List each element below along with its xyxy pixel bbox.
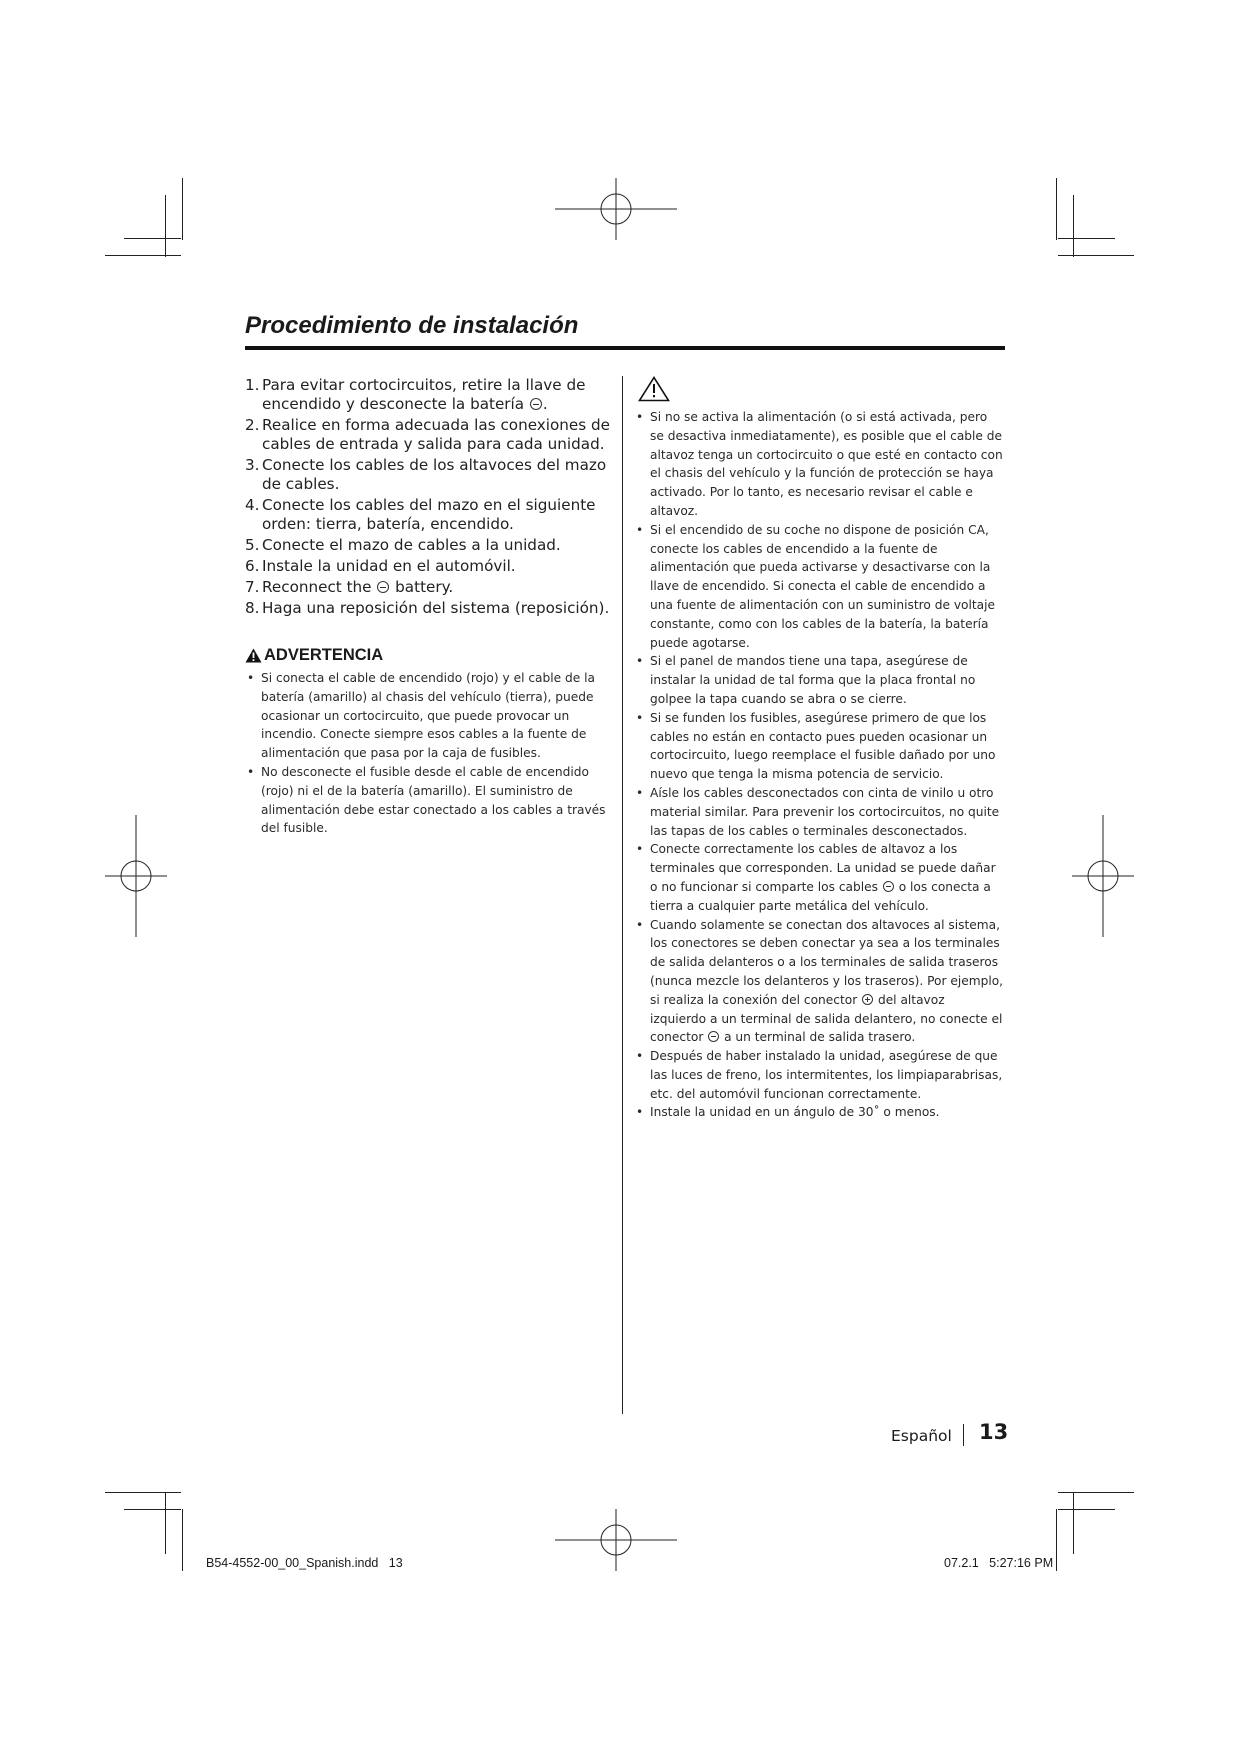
page-title: Procedimiento de instalación xyxy=(245,312,579,339)
steps-list xyxy=(245,376,615,618)
step-item xyxy=(245,456,615,494)
step-text: Instale la unidad en el automóvil. xyxy=(262,557,516,575)
registration-mark-right xyxy=(1072,815,1134,937)
footer-separator xyxy=(963,1424,964,1446)
warning-item: • Si conecta el cable de encendido (rojo) y el cable de la batería (amarillo) al chasis del vehículo (tierra), puede ocasionar un cortocircuito, que puede provocar un incendio. Conecte siempre esos cables a la fuente de alimentación que pasa por la caja de fusibles. xyxy=(245,669,615,763)
warning-item-text: Si conecta el cable de encendido (rojo) y el cable de la batería (amarillo) al chasis del vehículo (tierra), puede ocasionar un cortocircuito, que puede provocar un incendio. Conecte siempre esos cables a la fuente de alimentación que pasa por la caja de fusibles. xyxy=(261,671,595,761)
registration-mark-left xyxy=(105,815,167,937)
plus-terminal-icon xyxy=(862,994,873,1005)
caution-item: • Si no se activa la alimentación (o si está activada, pero se desactiva inmediatamente), es posible que el cable de altavoz tenga un cortocircuito o que esté en contacto con el chasis del vehículo y la función de protección se haya activado. Por lo tanto, es necesario revisar el cable e altavoz. xyxy=(634,408,1004,521)
footer-language: Español xyxy=(891,1427,952,1445)
step-text: Realice en forma adecuada las conexiones de cables de entrada y salida para cada unidad. xyxy=(262,416,610,453)
step-number: 3. xyxy=(245,456,260,474)
caution-item-text: Si el encendido de su coche no dispone de posición CA, conecte los cables de encendido a la fuente de alimentación que pueda activarse y desactivarse con la llave de encendido. Si conecta el cable de encendido a una fuente de alimentación con un suministro de voltaje constante, como con los cables de la batería, la batería puede agotarse. xyxy=(650,522,996,650)
step-number: 8. xyxy=(245,599,260,617)
caution-item-text: del altavoz izquierdo a un terminal de salida delantero, no conecte el conector xyxy=(650,992,1003,1045)
warning-heading xyxy=(245,646,615,665)
title-rule xyxy=(245,346,1005,350)
right-column xyxy=(634,376,1004,1122)
step-text: Haga una reposición del sistema (reposición). xyxy=(262,599,610,617)
caution-item: • Si el encendido de su coche no dispone de posición CA, conecte los cables de encendido a la fuente de alimentación que pueda activarse y desactivarse con la llave de encendido. Si conecta el cable de encendido a una fuente de alimentación con un suministro de voltaje constante, como con los cables de la batería, la batería puede agotarse. xyxy=(634,521,1004,653)
step-item xyxy=(245,376,615,414)
warning-item: • No desconecte el fusible desde el cable de encendido (rojo) ni el de la batería (amarillo). El suministro de alimentación debe estar conectado a los cables a través del fusible. xyxy=(245,763,615,838)
warning-triangle-icon xyxy=(245,648,262,663)
caution-item: • Aísle los cables desconectados con cinta de vinilo u otro material similar. Para prevenir los cortocircuitos, no quite las tapas de los cables o terminales desconectados. xyxy=(634,784,1004,840)
step-text: battery. xyxy=(390,578,454,596)
step-number: 2. xyxy=(245,416,260,434)
caution-item: • Si el panel de mandos tiene una tapa, asegúrese de instalar la unidad de tal forma que la placa frontal no golpee la tapa cuando se abra o se cierre. xyxy=(634,652,1004,708)
step-item xyxy=(245,578,615,597)
step-number: 4. xyxy=(245,496,260,514)
step-text: Conecte el mazo de cables a la unidad. xyxy=(262,536,561,554)
caution-item: • Cuando solamente se conectan dos altavoces al sistema, los conectores se deben conectar ya sea a los terminales de salida delanteros o a los terminales de salida traseros (nunca mezcle los delanteros y los traseros). Por ejemplo, si realiza la conexión del conector del altavoz izquierdo a un terminal de salida delantero, no conecte el conector a un terminal de salida trasero. xyxy=(636,917,1004,1045)
minus-terminal-icon xyxy=(530,398,542,410)
caution-list xyxy=(634,408,1004,1122)
step-number: 7. xyxy=(245,578,260,596)
step-text: . xyxy=(542,395,548,413)
step-item xyxy=(245,536,615,555)
caution-item-text: Si el panel de mandos tiene una tapa, asegúrese de instalar la unidad de tal forma que la placa frontal no golpee la tapa cuando se abra o se cierre. xyxy=(650,654,976,706)
caution-item-text: Aísle los cables desconectados con cinta de vinilo u otro material similar. Para prevenir los cortocircuitos, no quite las tapas de los cables o terminales desconectados. xyxy=(650,785,1000,838)
slug-timestamp: 07.2.1 5:27:16 PM xyxy=(944,1556,1054,1570)
caution-triangle-icon xyxy=(638,376,670,402)
caution-item-text: Si se funden los fusibles, asegúrese primero de que los cables no están en contacto pues pueden ocasionar un cortocircuito, luego reemplace el fusible dañado por uno nuevo que tenga la misma potencia de servicio. xyxy=(650,710,996,782)
caution-item-text: Después de haber instalado la unidad, asegúrese de que las luces de freno, los intermitentes, los limpiaparabrisas, etc. del automóvil funcionan correctamente. xyxy=(650,1049,1003,1101)
minus-terminal-icon xyxy=(883,881,894,892)
warning-list xyxy=(245,669,615,838)
step-number: 6. xyxy=(245,557,260,575)
step-number: 5. xyxy=(245,536,260,554)
step-item xyxy=(245,557,615,576)
warning-item-text: No desconecte el fusible desde el cable de encendido (rojo) ni el de la batería (amarillo). El suministro de alimentación debe estar conectado a los cables a través del fusible. xyxy=(261,764,606,836)
step-item xyxy=(245,496,615,534)
caution-item: • Después de haber instalado la unidad, asegúrese de que las luces de freno, los intermitentes, los limpiaparabrisas, etc. del automóvil funcionan correctamente. xyxy=(634,1047,1004,1103)
step-item xyxy=(245,599,615,618)
column-divider xyxy=(622,376,623,1414)
caution-item: • Instale la unidad en un ángulo de 30˚ o menos. xyxy=(634,1103,1004,1122)
caution-item-text: Instale la unidad en un ángulo de 30˚ o menos. xyxy=(650,1105,940,1120)
caution-item-text: Conecte correctamente los cables de altavoz a los terminales que corresponden. La unidad se puede dañar o no funcionar si comparte los cables xyxy=(650,842,996,894)
caution-item-text: Si no se activa la alimentación (o si está activada, pero se desactiva inmediatamente), es posible que el cable de altavoz tenga un cortocircuito o que esté en contacto con el chasis del vehículo y la función de protección se haya activado. Por lo tanto, es necesario revisar el cable e altavoz. xyxy=(650,410,1003,518)
step-text: Conecte los cables del mazo en el siguiente orden: tierra, batería, encendido. xyxy=(262,496,596,533)
left-column xyxy=(245,376,615,838)
registration-mark-top xyxy=(555,178,677,240)
caution-item: • Conecte correctamente los cables de altavoz a los terminales que corresponden. La unidad se puede dañar o no funcionar si comparte los cables o los conecta a tierra a cualquier parte metálica del vehículo. xyxy=(636,842,996,913)
caution-item: • Si se funden los fusibles, asegúrese primero de que los cables no están en contacto pues pueden ocasionar un cortocircuito, luego reemplace el fusible dañado por uno nuevo que tenga la misma potencia de servicio. xyxy=(634,709,1004,784)
minus-terminal-icon xyxy=(377,581,389,593)
step-text: Para evitar cortocircuitos, retire la llave de encendido y desconecte la batería xyxy=(262,376,586,413)
caution-item-text: Cuando solamente se conectan dos altavoces al sistema, los conectores se deben conectar ya sea a los terminales de salida delanteros o a los terminales de salida traseros (nunca mezcle los delanteros y los traseros). Por ejemplo, si realiza la conexión del conector xyxy=(650,917,1004,1007)
warning-heading-text: ADVERTENCIA xyxy=(264,646,384,664)
caution-item-text: a un terminal de salida trasero. xyxy=(720,1030,916,1045)
minus-terminal-icon xyxy=(708,1031,719,1042)
page-number: 13 xyxy=(979,1420,1009,1444)
registration-mark-bottom xyxy=(555,1509,677,1571)
slug-filename: B54-4552-00_00_Spanish.indd 13 xyxy=(206,1556,403,1570)
step-text: Conecte los cables de los altavoces del mazo de cables. xyxy=(262,456,607,493)
caution-item-text: o los conecta a tierra a cualquier parte metálica del vehículo. xyxy=(650,879,991,913)
step-text: Reconnect the xyxy=(262,578,377,596)
step-number: 1. xyxy=(245,376,260,394)
step-item xyxy=(245,416,615,454)
